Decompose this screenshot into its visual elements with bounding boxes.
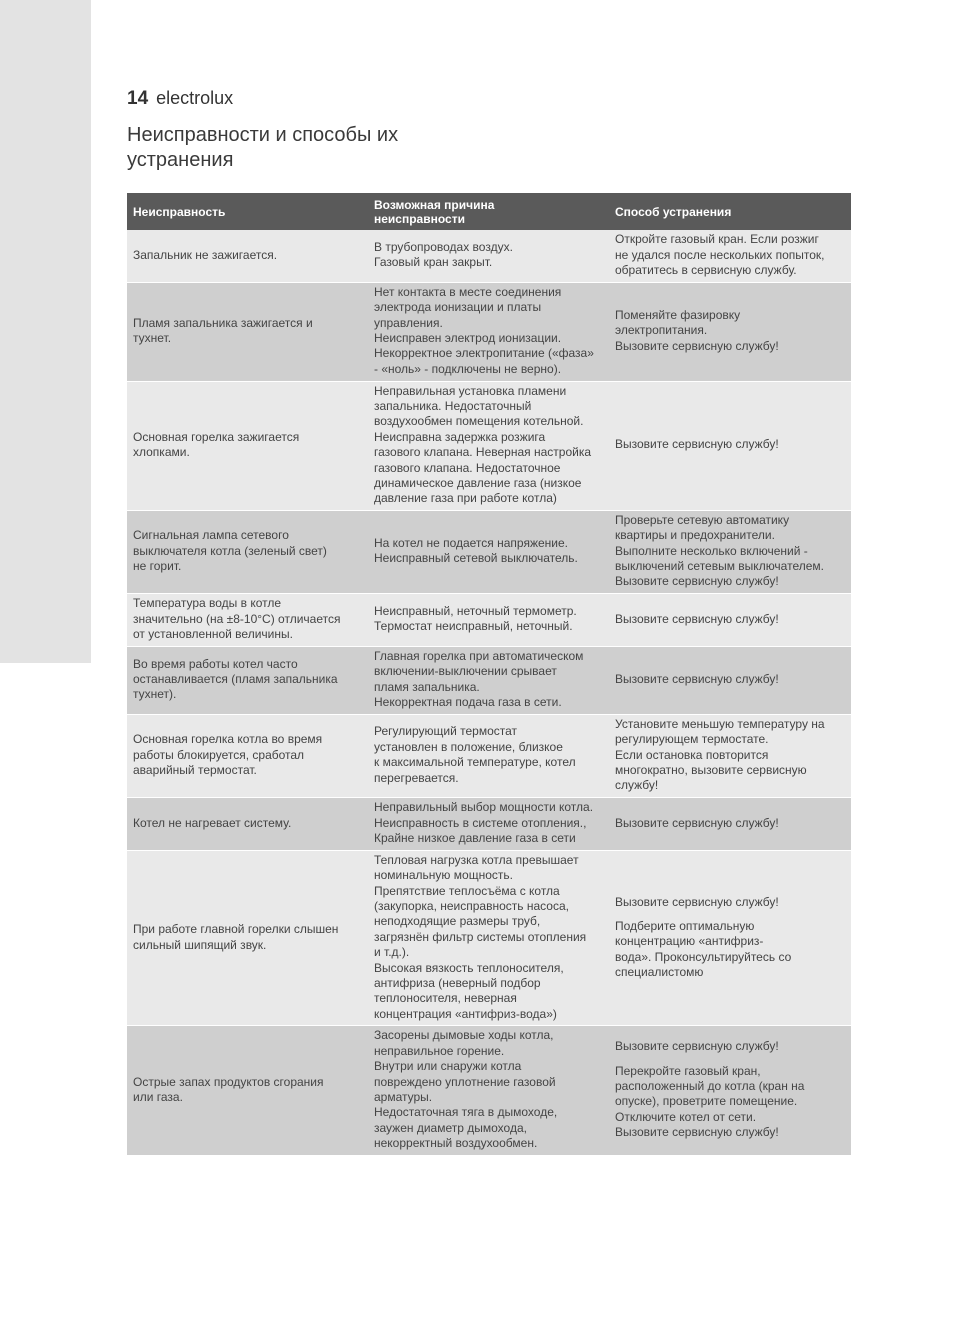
cause-cell-line: Нет контакта в месте соединения (374, 284, 562, 299)
table-body (127, 230, 851, 1155)
remedy-cell-line: концентрацию «антифриз- (615, 934, 764, 949)
cause-cell-line: неправильное горение. (374, 1043, 505, 1058)
remedy-cell-line: Отключите котел от сети. (615, 1109, 757, 1124)
cause-cell-line: номинальную мощность. (374, 868, 513, 883)
cause-cell-line: запальника. Недостаточный (374, 398, 532, 413)
cause-cell (368, 593, 609, 646)
cause-cell-line: антифриза (неверный подбор (374, 976, 541, 991)
remedy-cell (609, 646, 851, 714)
page-title-line: Неисправности и способы их (127, 124, 399, 146)
troubleshooting-table (127, 193, 851, 1156)
cause-cell-line: теплоносителя, неверная (374, 991, 517, 1006)
fault-cell-line: выключателя котла (зеленый свет) (133, 543, 327, 558)
cause-cell-line: пламя запальника. (374, 679, 480, 694)
side-margin-bar (0, 0, 91, 663)
table-row (127, 1026, 851, 1155)
cause-cell-line: неподходящие размеры труб, (374, 914, 541, 929)
cause-cell-line: Газовый кран закрыт. (374, 255, 493, 270)
fault-cell (127, 381, 368, 510)
remedy-cell-line: Вызовите сервисную службу! (615, 338, 779, 353)
fault-cell (127, 646, 368, 714)
remedy-cell-line: Вызовите сервисную службу! (615, 1125, 779, 1140)
cause-cell (368, 797, 609, 850)
fault-cell-line: Основная горелка зажигается (133, 429, 300, 444)
header-fault: Неисправность (127, 193, 368, 230)
fault-cell (127, 593, 368, 646)
fault-cell-line: аварийный термостат. (133, 763, 257, 777)
fault-cell-line: Запальник не зажигается. (133, 247, 278, 262)
brand-name: electrolux (156, 88, 234, 108)
fault-cell-line: тухнет. (133, 331, 172, 345)
fault-cell-line: значительно (на ±8-10°С) отличается (133, 611, 341, 626)
cause-cell (368, 714, 609, 797)
remedy-cell-line: опуске), проветрите помещение. (615, 1094, 798, 1109)
cause-cell-line: Некорректная подача газа в сети. (374, 695, 562, 710)
remedy-cell-line: обратитесь в сервисную службу. (615, 262, 797, 277)
cause-cell-line: Внутри или снаружи котла (374, 1059, 522, 1074)
cause-cell-line: - «ноль» - подключены не верно). (374, 361, 562, 376)
cause-cell-line: Термостат неисправный, неточный. (374, 619, 573, 634)
cause-cell-line: и т.д.). (374, 945, 410, 960)
remedy-cell-line: квартиры и предохранители. (615, 528, 775, 543)
cause-cell-line: Препятствие теплосъёма с котла (374, 883, 560, 898)
remedy-cell (609, 797, 851, 850)
table-row (127, 797, 851, 850)
cause-cell-line: заужен диаметр дымохода, (374, 1120, 527, 1135)
remedy-cell-line: Перекройте газовый кран, (615, 1063, 761, 1078)
remedy-cell (609, 1026, 851, 1155)
cause-cell-line: Крайне низкое давление газа в сети (374, 831, 576, 846)
remedy-cell-line: специалистомю (615, 965, 704, 980)
cause-cell-line: Некорректное электропитание («фаза» (374, 346, 594, 361)
table-row (127, 850, 851, 1025)
fault-cell-line: При работе главной горелки слышен (133, 922, 339, 937)
remedy-cell (609, 230, 851, 282)
cause-cell-line: Неправильный выбор мощности котла. (374, 800, 594, 815)
remedy-cell-line: вода». Проконсультируйтесь со (615, 949, 792, 964)
fault-cell-line: останавливается (пламя запальника (133, 672, 338, 687)
remedy-cell-line: Установите меньшую температуру на (615, 716, 825, 731)
remedy-cell (609, 282, 851, 381)
cause-cell-line: к максимальной температуре, котел (374, 755, 576, 770)
remedy-cell-line: Вызовите сервисную службу! (615, 815, 779, 830)
table-header-row (127, 193, 851, 230)
page-number: 14 (127, 88, 149, 109)
table-row (127, 510, 851, 593)
fault-cell (127, 850, 368, 1025)
table-row (127, 593, 851, 646)
remedy-cell-line: выключений сетевым выключателем. (615, 558, 824, 573)
remedy-cell-line: электропитания. (615, 323, 708, 338)
cause-cell-line: воздухообмен помещения котельной. (374, 414, 584, 429)
cause-cell-line: (закупорка, неисправность насоса, (374, 899, 569, 914)
fault-cell-line: или газа. (133, 1089, 183, 1104)
remedy-cell-line: Вызовите сервисную службу! (615, 1039, 779, 1054)
table-row (127, 282, 851, 381)
cause-cell-line: управления. (374, 315, 443, 330)
cause-cell-line: включении-выключении срывает (374, 664, 557, 679)
header-cause: Возможная причина неисправности (368, 193, 609, 230)
cause-cell (368, 850, 609, 1025)
cause-cell-line: давление газа при работе котла) (374, 491, 557, 506)
fault-cell-line: тухнет). (133, 687, 177, 702)
fault-cell-line: работы блокируется, сработал (133, 747, 305, 762)
fault-cell (127, 714, 368, 797)
remedy-cell-line: Поменяйте фазировку (615, 307, 741, 322)
fault-cell-line: Пламя запальника зажигается и (133, 315, 313, 330)
remedy-cell-line: Вызовите сервисную службу! (615, 611, 779, 626)
fault-cell (127, 510, 368, 593)
remedy-cell (609, 381, 851, 510)
remedy-cell (609, 714, 851, 797)
cause-cell-line: В трубопроводах воздух. (374, 239, 513, 254)
table-row (127, 381, 851, 510)
cause-cell-line: повреждено уплотнение газовой (374, 1074, 556, 1089)
table-row (127, 230, 851, 282)
cause-cell-line: Неисправна задержка розжига (374, 429, 546, 444)
cause-cell-line: арматуры. (374, 1089, 433, 1104)
remedy-cell-line: Вызовите сервисную службу! (615, 437, 779, 452)
fault-cell (127, 230, 368, 282)
fault-cell (127, 282, 368, 381)
cause-cell-line: концентрация «антифриз-вода») (374, 1006, 557, 1021)
cause-cell-line: Тепловая нагрузка котла превышает (374, 852, 579, 867)
fault-cell (127, 797, 368, 850)
cause-cell (368, 1026, 609, 1155)
cause-cell-line: Неисправный, неточный термометр. (374, 603, 577, 618)
troubleshooting-table-wrap (127, 193, 851, 1156)
remedy-cell (609, 850, 851, 1025)
remedy-cell-line: не удался после нескольких попыток, (615, 247, 825, 262)
table-row (127, 714, 851, 797)
remedy-cell-line: Вызовите сервисную службу! (615, 894, 779, 909)
remedy-cell-line: Откройте газовый кран. Если розжиг (615, 232, 819, 247)
fault-cell-line: хлопками. (133, 445, 190, 460)
remedy-cell-line: Проверьте сетевую автоматику (615, 512, 790, 527)
cause-cell-line: загрязнён фильтр системы отопления (374, 929, 587, 944)
cause-cell-line: Главная горелка при автоматическом (374, 648, 584, 663)
cause-cell-line: электрода ионизации и платы (374, 300, 542, 315)
cause-cell-line: динамическое давление газа (низкое (374, 475, 582, 490)
cause-cell (368, 381, 609, 510)
remedy-cell (609, 510, 851, 593)
remedy-cell-line: многократно, вызовите сервисную (615, 763, 807, 777)
remedy-cell-line: регулирующем термостате. (615, 732, 769, 747)
page-title (127, 123, 487, 173)
cause-cell-line: газового клапана. Недостаточное (374, 460, 561, 475)
fault-cell-line: Основная горелка котла во время (133, 732, 323, 747)
remedy-cell (609, 593, 851, 646)
page-header (127, 88, 233, 110)
cause-cell-line: некорректный воздухообмен. (374, 1136, 538, 1151)
fault-cell-line: Сигнальная лампа сетевого (133, 528, 289, 543)
cause-cell-line: Недостаточная тяга в дымоходе, (374, 1105, 558, 1120)
cause-cell (368, 510, 609, 593)
header-remedy: Способ устранения (609, 193, 851, 230)
cause-cell-line: установлен в положение, близкое (374, 739, 563, 754)
cause-cell-line: перегревается. (374, 770, 459, 785)
fault-cell-line: Острые запах продуктов сгорания (133, 1074, 324, 1089)
cause-cell-line: Неисправный сетевой выключатель. (374, 551, 578, 566)
fault-cell-line: от установленной величины. (133, 626, 293, 641)
cause-cell-line: Засорены дымовые ходы котла, (374, 1028, 554, 1043)
cause-cell-line: Неисправность в системе отопления., (374, 815, 587, 830)
fault-cell-line: Котел не нагревает систему. (133, 815, 292, 830)
page-title-line: устранения (127, 149, 234, 171)
remedy-cell-line: Выполните несколько включений - (615, 543, 808, 558)
remedy-cell-line: Вызовите сервисную службу! (615, 672, 779, 687)
cause-cell-line: Высокая вязкость теплоносителя, (374, 960, 564, 975)
cause-cell (368, 230, 609, 282)
cause-cell-line: Неправильная установка пламени (374, 383, 567, 398)
cause-cell-line: На котел не подается напряжение. (374, 535, 569, 550)
cause-cell-line: газового клапана. Неверная настройка (374, 445, 592, 460)
remedy-cell-line: Вызовите сервисную службу! (615, 574, 779, 589)
cause-cell (368, 646, 609, 714)
cause-cell-line: Неисправен электрод ионизации. (374, 331, 562, 345)
remedy-cell-line: службу! (615, 778, 659, 793)
cause-cell-line: Регулирующий термостат (374, 724, 518, 739)
fault-cell (127, 1026, 368, 1155)
remedy-cell-line: Подберите оптимальную (615, 918, 755, 933)
fault-cell-line: Температура воды в котле (133, 596, 282, 611)
table-row (127, 646, 851, 714)
remedy-cell-line: расположенный до котла (кран на (615, 1079, 805, 1093)
cause-cell (368, 282, 609, 381)
fault-cell-line: сильный шипящий звук. (133, 937, 267, 952)
remedy-cell-line: Если остановка повторится (615, 747, 769, 762)
fault-cell-line: Во время работы котел часто (133, 656, 298, 671)
fault-cell-line: не горит. (133, 558, 182, 573)
